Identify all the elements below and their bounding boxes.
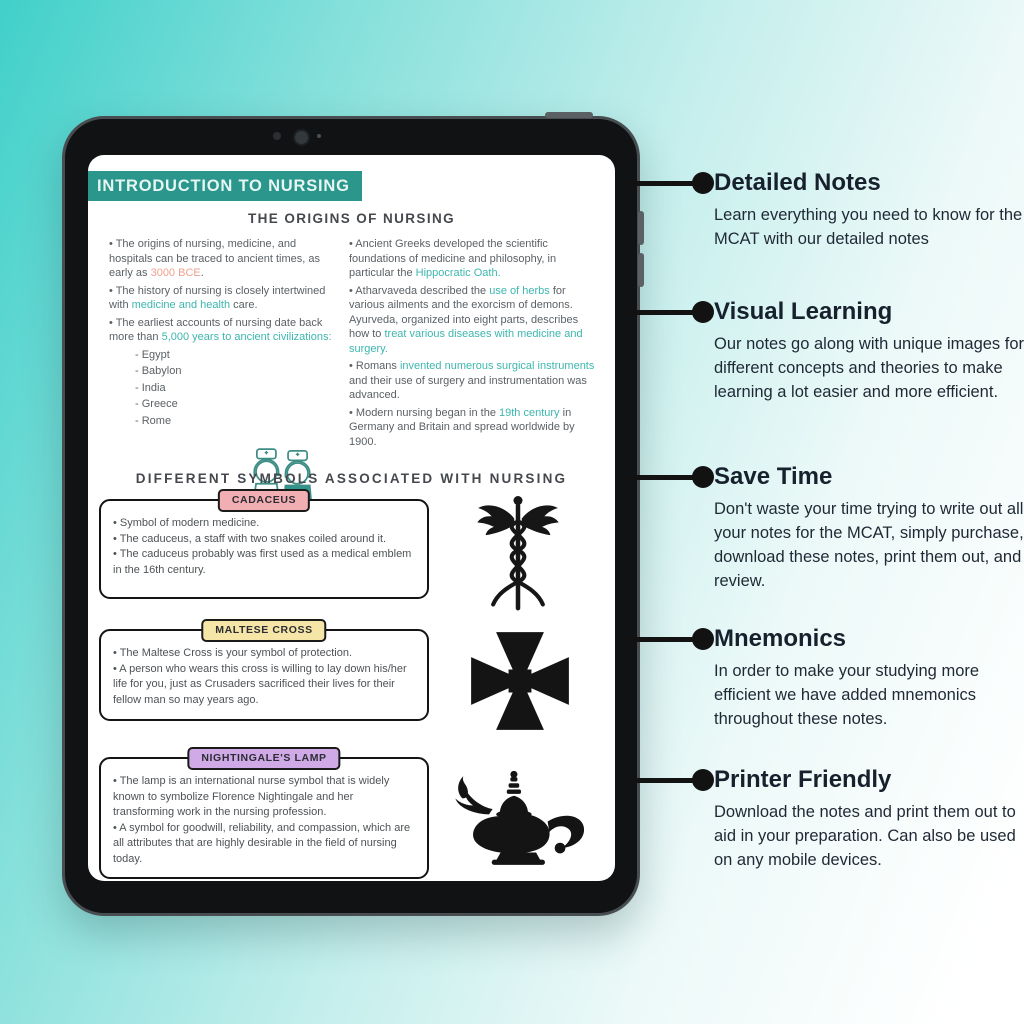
origins-right-column	[349, 237, 596, 452]
feature-detailed-notes	[628, 168, 1024, 252]
origins-heading: THE ORIGINS OF NURSING	[247, 211, 456, 226]
symbols-heading: DIFFERENT SYMBOLS ASSOCIATED WITH NURSING	[135, 471, 568, 486]
list-item: - India	[135, 381, 166, 394]
feature-description: Don't waste your time trying to write out all your notes for the MCAT, simply purchase, download these notes, print them out, and review.	[714, 500, 1024, 590]
feature-title: Mnemonics	[714, 625, 847, 652]
feature-title: Save Time	[714, 463, 833, 490]
caduceus-box	[99, 494, 429, 599]
feature-description: In order to make your studying more efficient we have added mnemonics throughout these notes.	[714, 662, 980, 728]
origins-bullet: • The origins of nursing, medicine, and hospitals can be traced to ancient times, as early as 3000 BCE.	[109, 238, 320, 280]
feature-title: Printer Friendly	[714, 766, 892, 793]
tablet-screen	[88, 155, 615, 881]
origins-bullet: • Atharvaveda described the use of herbs for various ailments and the exorcism of demons. Ayurveda, organized into eight parts, describes how to treat various diseases with medicine and surgery.	[349, 284, 583, 355]
list-item: - Rome	[135, 414, 172, 427]
origins-bullet: • Modern nursing began in the 19th century in Germany and Britain and spread worldwide by 1900.	[349, 406, 575, 448]
front-camera-icon	[273, 132, 281, 140]
origins-bullet: • Romans invented numerous surgical instruments and their use of surgery and instrumentation was advanced.	[349, 360, 595, 402]
origins-bullet: • The history of nursing is closely intertwined with medicine and health care.	[109, 284, 326, 312]
feature-description: Download the notes and print them out to aid in your preparation. Can also be used on any mobile devices.	[714, 803, 1016, 869]
maltese-cross-box	[99, 624, 429, 721]
caduceus-icon	[462, 493, 574, 621]
volume-down-button	[638, 253, 644, 287]
symbol-bullet: • The caduceus, a staff with two snakes coiled around it.	[113, 532, 387, 545]
feature-printer-friendly	[628, 765, 1024, 873]
symbol-bullet: • A symbol for goodwill, reliability, and compassion, which are all attributes that are highly desirable in the field of nursing today.	[113, 821, 411, 866]
connector-line	[628, 637, 702, 642]
origins-bullet: • The earliest accounts of nursing date back more than 5,000 years to ancient civilizations:	[109, 316, 332, 344]
connector-dot-icon	[692, 466, 714, 488]
symbol-bullet: • Symbol of modern medicine.	[113, 517, 260, 529]
symbol-bullet: • The Maltese Cross is your symbol of protection.	[113, 647, 353, 659]
feature-visual-learning	[628, 297, 1024, 405]
connector-dot-icon	[692, 769, 714, 791]
origins-left-column	[109, 237, 337, 452]
connector-dot-icon	[692, 628, 714, 650]
tablet-device	[62, 116, 640, 916]
connector-line	[628, 181, 702, 186]
feature-save-time	[628, 462, 1024, 594]
feature-title: Visual Learning	[714, 298, 893, 325]
list-item: - Egypt	[135, 348, 170, 361]
caduceus-label-badge: CADACEUS	[218, 489, 310, 512]
feature-description: Our notes go along with unique images for different concepts and theories to make learning a lot easier and more efficient.	[714, 335, 1024, 401]
feature-title: Detailed Notes	[714, 169, 881, 196]
connector-line	[628, 475, 702, 480]
connector-dot-icon	[692, 172, 714, 194]
feature-description: Learn everything you need to know for the MCAT with our detailed notes	[714, 206, 1023, 248]
sensor-dot-icon	[317, 134, 321, 138]
connector-line	[628, 310, 702, 315]
list-item: - Greece	[135, 398, 178, 411]
symbol-bullet: • The lamp is an international nurse symbol that is widely known to symbolize Florence Nightingale and her transforming work in the nursing profession.	[113, 775, 390, 819]
symbol-bullet: • A person who wears this cross is willing to lay down his/her life for you, just as Crusaders sacrificed their lives for their fellow man so may years ago.	[113, 662, 407, 706]
connector-dot-icon	[692, 301, 714, 323]
front-camera-icon	[293, 129, 310, 146]
origins-bullet: • Ancient Greeks developed the scientific foundations of medicine and philosophy, in particular the Hippocratic Oath.	[349, 238, 557, 280]
connector-line	[628, 778, 702, 783]
nightingales-lamp-label-badge: NIGHTINGALE'S LAMP	[187, 747, 340, 770]
feature-mnemonics	[628, 624, 1024, 732]
maltese-cross-label-badge: MALTESE CROSS	[201, 619, 326, 642]
list-item: - Babylon	[135, 365, 182, 378]
page-title: INTRODUCTION TO NURSING	[88, 171, 362, 201]
symbol-bullet: • The caduceus probably was first used as a medical emblem in the 16th century.	[113, 548, 412, 576]
origins-columns	[109, 237, 596, 452]
maltese-cross-icon	[468, 629, 572, 733]
civilizations-list	[135, 348, 337, 429]
power-button	[545, 112, 593, 118]
nightingales-lamp-box	[99, 752, 429, 879]
oil-lamp-icon	[450, 761, 592, 873]
